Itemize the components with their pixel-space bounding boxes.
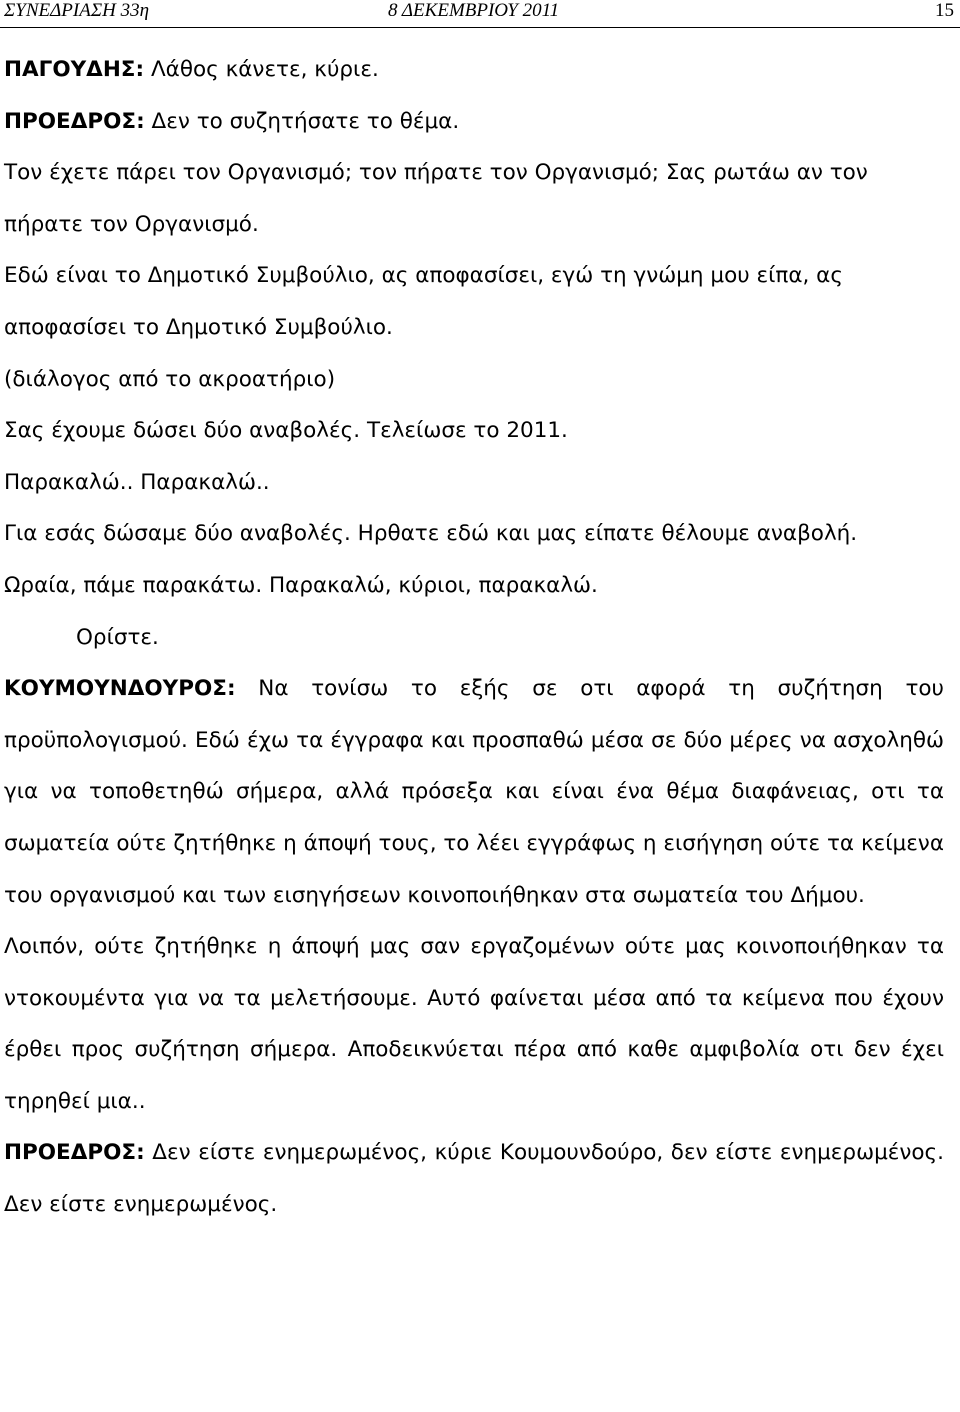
speech-text: Να τονίσω το εξής σε οτι αφορά τη συζήτηση του προϋπολογισμού. Εδώ έχω τα έγγραφα και προσπαθώ μέσα σε δύο μέρες να ασχοληθώ για να τοποθετηθώ σήμερα, αλλά πρόσεξα και είναι ένα θέμα διαφάνειας, οτι τα σωματεία ούτε ζητήθηκε η άποψή τους, το λέει εγγράφως η εισήγηση ούτε τα κείμενα του οργανισμού και των εισηγήσεων κοινοποιήθηκαν στα σωματεία του Δήμου. bbox=[4, 676, 944, 908]
transcript-paragraph bbox=[4, 508, 944, 560]
transcript-paragraph bbox=[4, 250, 944, 353]
speech-text: Δεν είστε ενημερωμένος, κύριε Κουμουνδούρο, δεν είστε ενημερωμένος. Δεν είστε ενημερωμένος. bbox=[4, 1140, 944, 1218]
session-date: 8 ΔΕΚΕΜΒΡΙΟΥ 2011 bbox=[388, 0, 560, 21]
speech-text: Λάθος κάνετε, κύριε. bbox=[144, 57, 379, 82]
transcript-paragraph bbox=[4, 921, 944, 1127]
transcript-paragraph bbox=[4, 96, 944, 148]
transcript-paragraph bbox=[4, 560, 944, 612]
speech-text: Σας έχουμε δώσει δύο αναβολές. Τελείωσε το 2011. bbox=[4, 418, 568, 444]
transcript-paragraph bbox=[4, 147, 944, 250]
transcript-body bbox=[4, 44, 944, 1231]
transcript-paragraph bbox=[4, 1127, 944, 1230]
speaker-name: ΠΡΟΕΔΡΟΣ: bbox=[4, 1140, 145, 1166]
page-number: 15 bbox=[935, 0, 954, 21]
transcript-paragraph bbox=[4, 405, 944, 457]
transcript-paragraph bbox=[4, 663, 944, 921]
speech-text: Λοιπόν, ούτε ζητήθηκε η άποψή μας σαν εργαζομένων ούτε μας κοινοποιήθηκαν τα ντοκουμέντα για να τα μελετήσουμε. Αυτό φαίνεται μέσα από τα κείμενα που έχουν έρθει προς συζήτηση σήμερα. Αποδεικνύεται πέρα από καθε αμφιβολία οτι δεν έχει τηρηθεί μια.. bbox=[4, 934, 944, 1114]
transcript-paragraph bbox=[4, 457, 944, 509]
session-label: ΣΥΝΕΔΡΙΑΣΗ 33η bbox=[4, 0, 150, 21]
speech-text: Τον έχετε πάρει τον Οργανισμό; τον πήρατε τον Οργανισμό; Σας ρωτάω αν τον πήρατε τον Οργανισμό. bbox=[4, 160, 868, 237]
speaker-name: ΠΡΟΕΔΡΟΣ: bbox=[4, 108, 145, 134]
speech-text: Ωραία, πάμε παρακάτω. Παρακαλώ, κύριοι, παρακαλώ. bbox=[4, 572, 598, 598]
speech-text: Για εσάς δώσαμε δύο αναβολές. Ηρθατε εδώ και μας είπατε θέλουμε αναβολή. bbox=[4, 521, 858, 547]
speaker-name: ΚΟΥΜΟΥΝΔΟΥΡΟΣ: bbox=[4, 676, 236, 702]
transcript-paragraph bbox=[4, 44, 944, 96]
speech-text: Δεν το συζητήσατε το θέμα. bbox=[144, 108, 460, 134]
stage-direction bbox=[4, 354, 944, 406]
page-header bbox=[0, 0, 960, 28]
transcript-paragraph bbox=[4, 612, 944, 664]
speech-text: (διάλογος από το ακροατήριο) bbox=[4, 366, 336, 392]
header-divider bbox=[0, 27, 960, 28]
speech-text: Ορίστε. bbox=[76, 624, 159, 650]
speech-text: Παρακαλώ.. Παρακαλώ.. bbox=[4, 469, 270, 495]
speaker-name: ΠΑΓΟΥΔΗΣ: bbox=[4, 57, 145, 82]
speech-text: Εδώ είναι το Δημοτικό Συμβούλιο, ας αποφασίσει, εγώ τη γνώμη μου είπα, ας αποφασίσει το Δημοτικό Συμβούλιο. bbox=[4, 263, 843, 340]
